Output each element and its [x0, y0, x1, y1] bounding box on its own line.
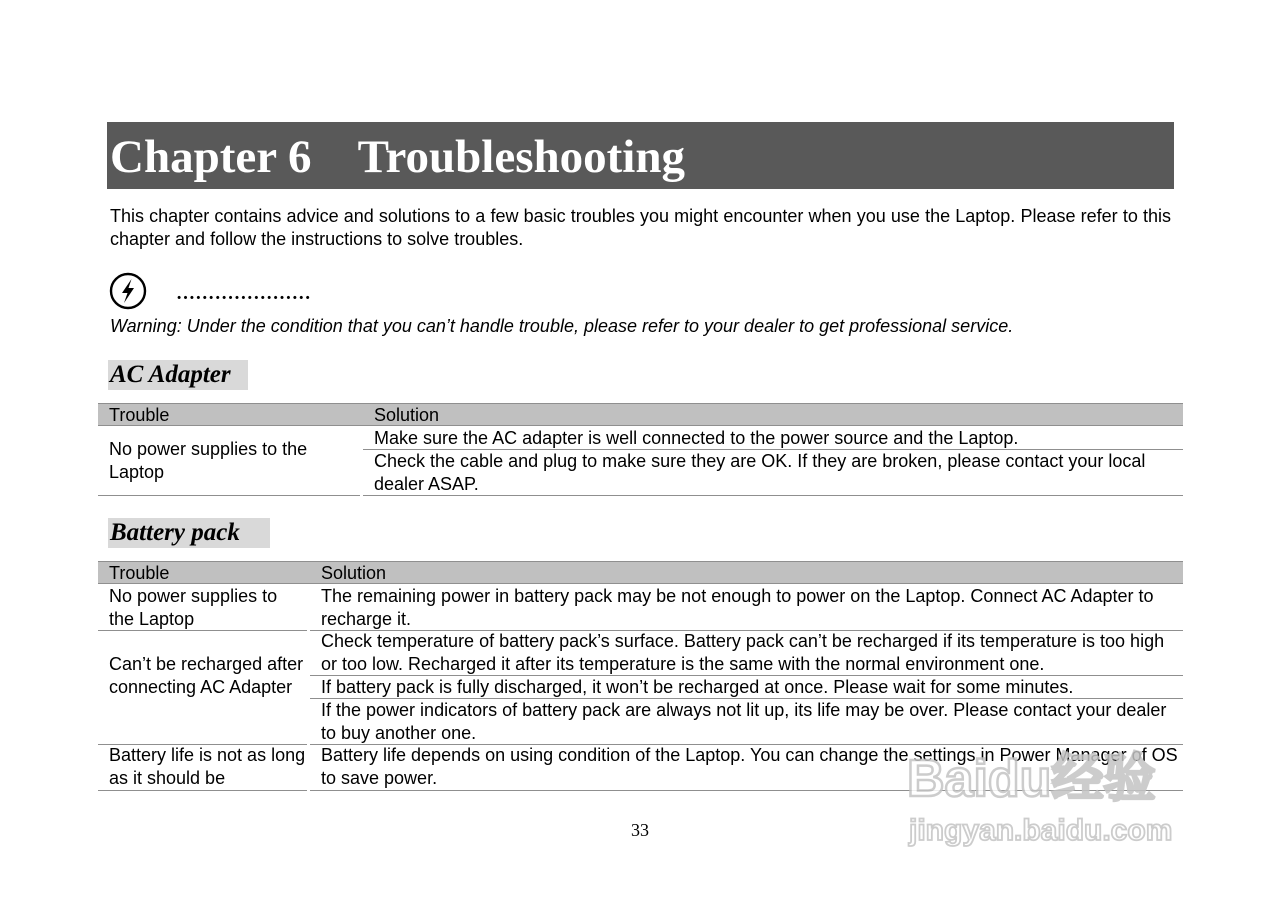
baidu-watermark — [905, 742, 1205, 854]
row-divider — [98, 495, 360, 496]
page-number: 33 — [631, 820, 649, 840]
trouble-cell: No power supplies to the Laptop — [109, 439, 308, 482]
row-divider — [98, 790, 307, 791]
solution-cell: If battery pack is fully discharged, it won’t be recharged at once. Please wait for some minutes. — [321, 677, 1074, 697]
watermark-url: jingyan.baidu.com — [909, 814, 1173, 847]
solution-cell: Check temperature of battery pack’s surface. Battery pack can’t be recharged if its temperature is too high or too low. Recharged it after its temperature is the same with the normal environment one. — [321, 631, 1165, 674]
watermark-brand: Baidu经验 — [907, 750, 1156, 808]
warning-text: Warning: Under the condition that you can’t handle trouble, please refer to your dealer to get professional service. — [110, 316, 1014, 336]
column-header-trouble: Trouble — [109, 563, 170, 583]
table-header — [98, 403, 1183, 426]
row-divider — [98, 630, 307, 631]
section-heading-battery-pack: Battery pack — [108, 518, 270, 548]
column-header-solution: Solution — [321, 563, 387, 583]
table-header — [98, 561, 1183, 584]
solution-cell: The remaining power in battery pack may be not enough to power on the Laptop. Connect AC Adapter to recharge it. — [321, 586, 1154, 629]
trouble-cell: Battery life is not as long as it should be — [109, 745, 306, 788]
intro-paragraph: This chapter contains advice and solutions to a few basic troubles you might encounter when you use the Laptop. Please refer to this chapter and follow the instructions to solve troubles. — [110, 206, 1171, 249]
warning-dots: ………………… — [176, 283, 312, 304]
trouble-cell: Can’t be recharged after connecting AC Adapter — [109, 654, 304, 697]
column-header-trouble: Trouble — [109, 405, 170, 425]
lightning-warning-icon — [109, 272, 147, 310]
solution-cell: Battery life depends on using condition of the Laptop. You can change the settings in Power Manager of OS to save power. — [321, 745, 1178, 788]
row-divider — [363, 495, 1183, 496]
column-header-solution: Solution — [374, 405, 440, 425]
solution-cell: Check the cable and plug to make sure they are OK. If they are broken, please contact your local dealer ASAP. — [374, 451, 1146, 494]
solution-cell: Make sure the AC adapter is well connected to the power source and the Laptop. — [374, 428, 1019, 448]
trouble-cell: No power supplies to the Laptop — [109, 586, 278, 629]
section-heading-ac-adapter: AC Adapter — [108, 360, 248, 390]
solution-cell: If the power indicators of battery pack are always not lit up, its life may be over. Please contact your dealer to buy another one. — [321, 700, 1167, 743]
chapter-title: Chapter 6 Troubleshooting — [110, 131, 685, 183]
